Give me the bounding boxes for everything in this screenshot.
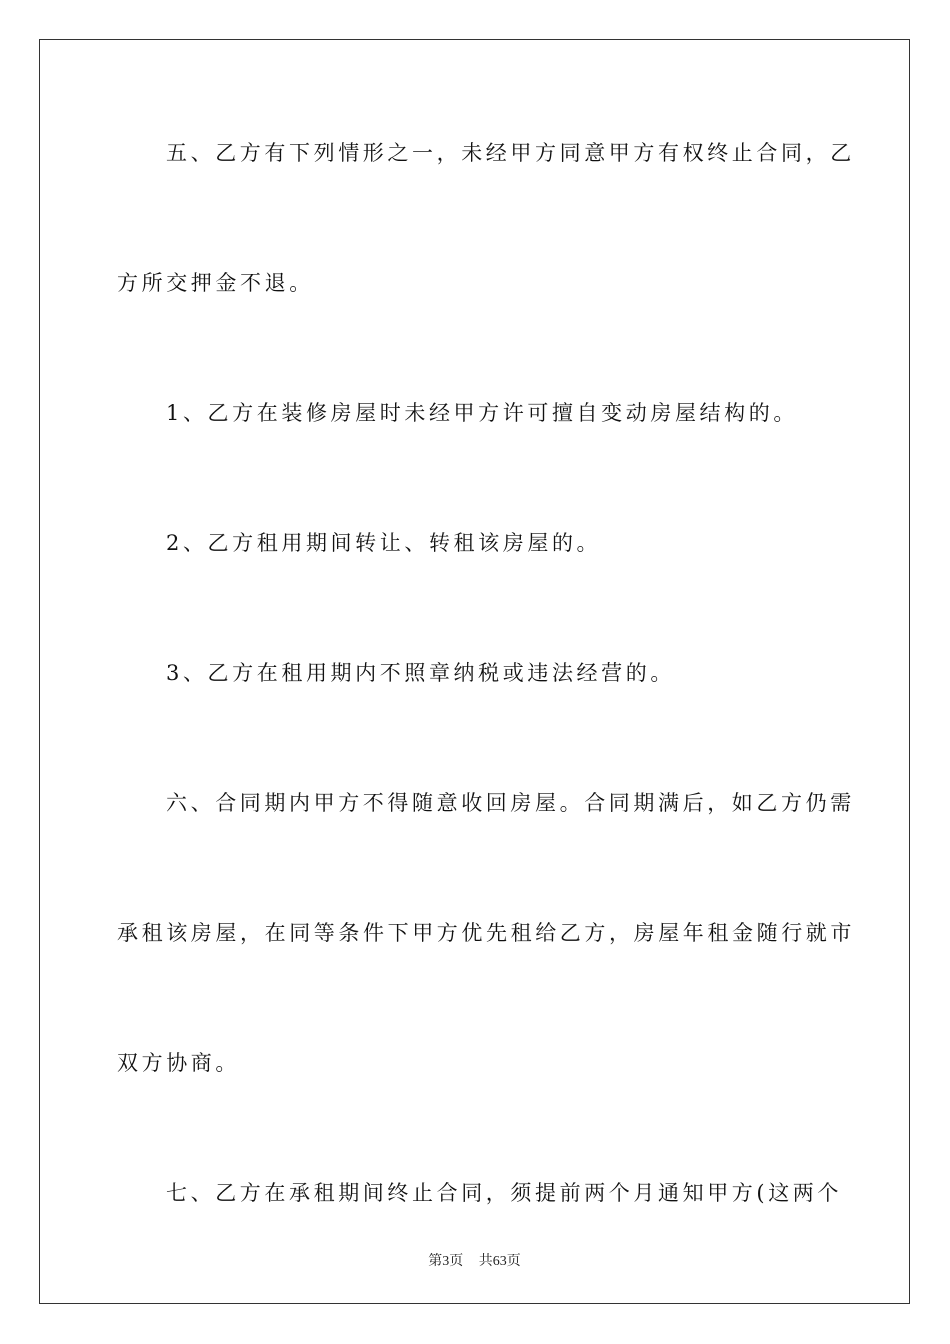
paragraph-line: 六、合同期内甲方不得随意收回房屋。合同期满后，如乙方仍需 [166,791,855,815]
page-frame [39,39,910,1304]
paragraph-line: 双方协商。 [117,1051,240,1075]
page-total: 共63页 [478,1254,521,1269]
page-number: 第3页 [428,1254,464,1269]
paragraph-line: 七、乙方在承租期间终止合同，须提前两个月通知甲方(这两个 [166,1181,842,1205]
page-footer [40,1250,909,1270]
paragraph-line: 方所交押金不退。 [117,271,314,295]
paragraph-line: 五、乙方有下列情形之一，未经甲方同意甲方有权终止合同，乙 [166,141,855,165]
paragraph-line: 2、乙方租用期间转让、转租该房屋的。 [166,531,602,555]
paragraph-line: 承租该房屋，在同等条件下甲方优先租给乙方，房屋年租金随行就市 [117,921,855,945]
paragraph-line: 1、乙方在装修房屋时未经甲方许可擅自变动房屋结构的。 [166,401,798,425]
paragraph-line: 3、乙方在租用期内不照章纳税或违法经营的。 [166,661,675,685]
